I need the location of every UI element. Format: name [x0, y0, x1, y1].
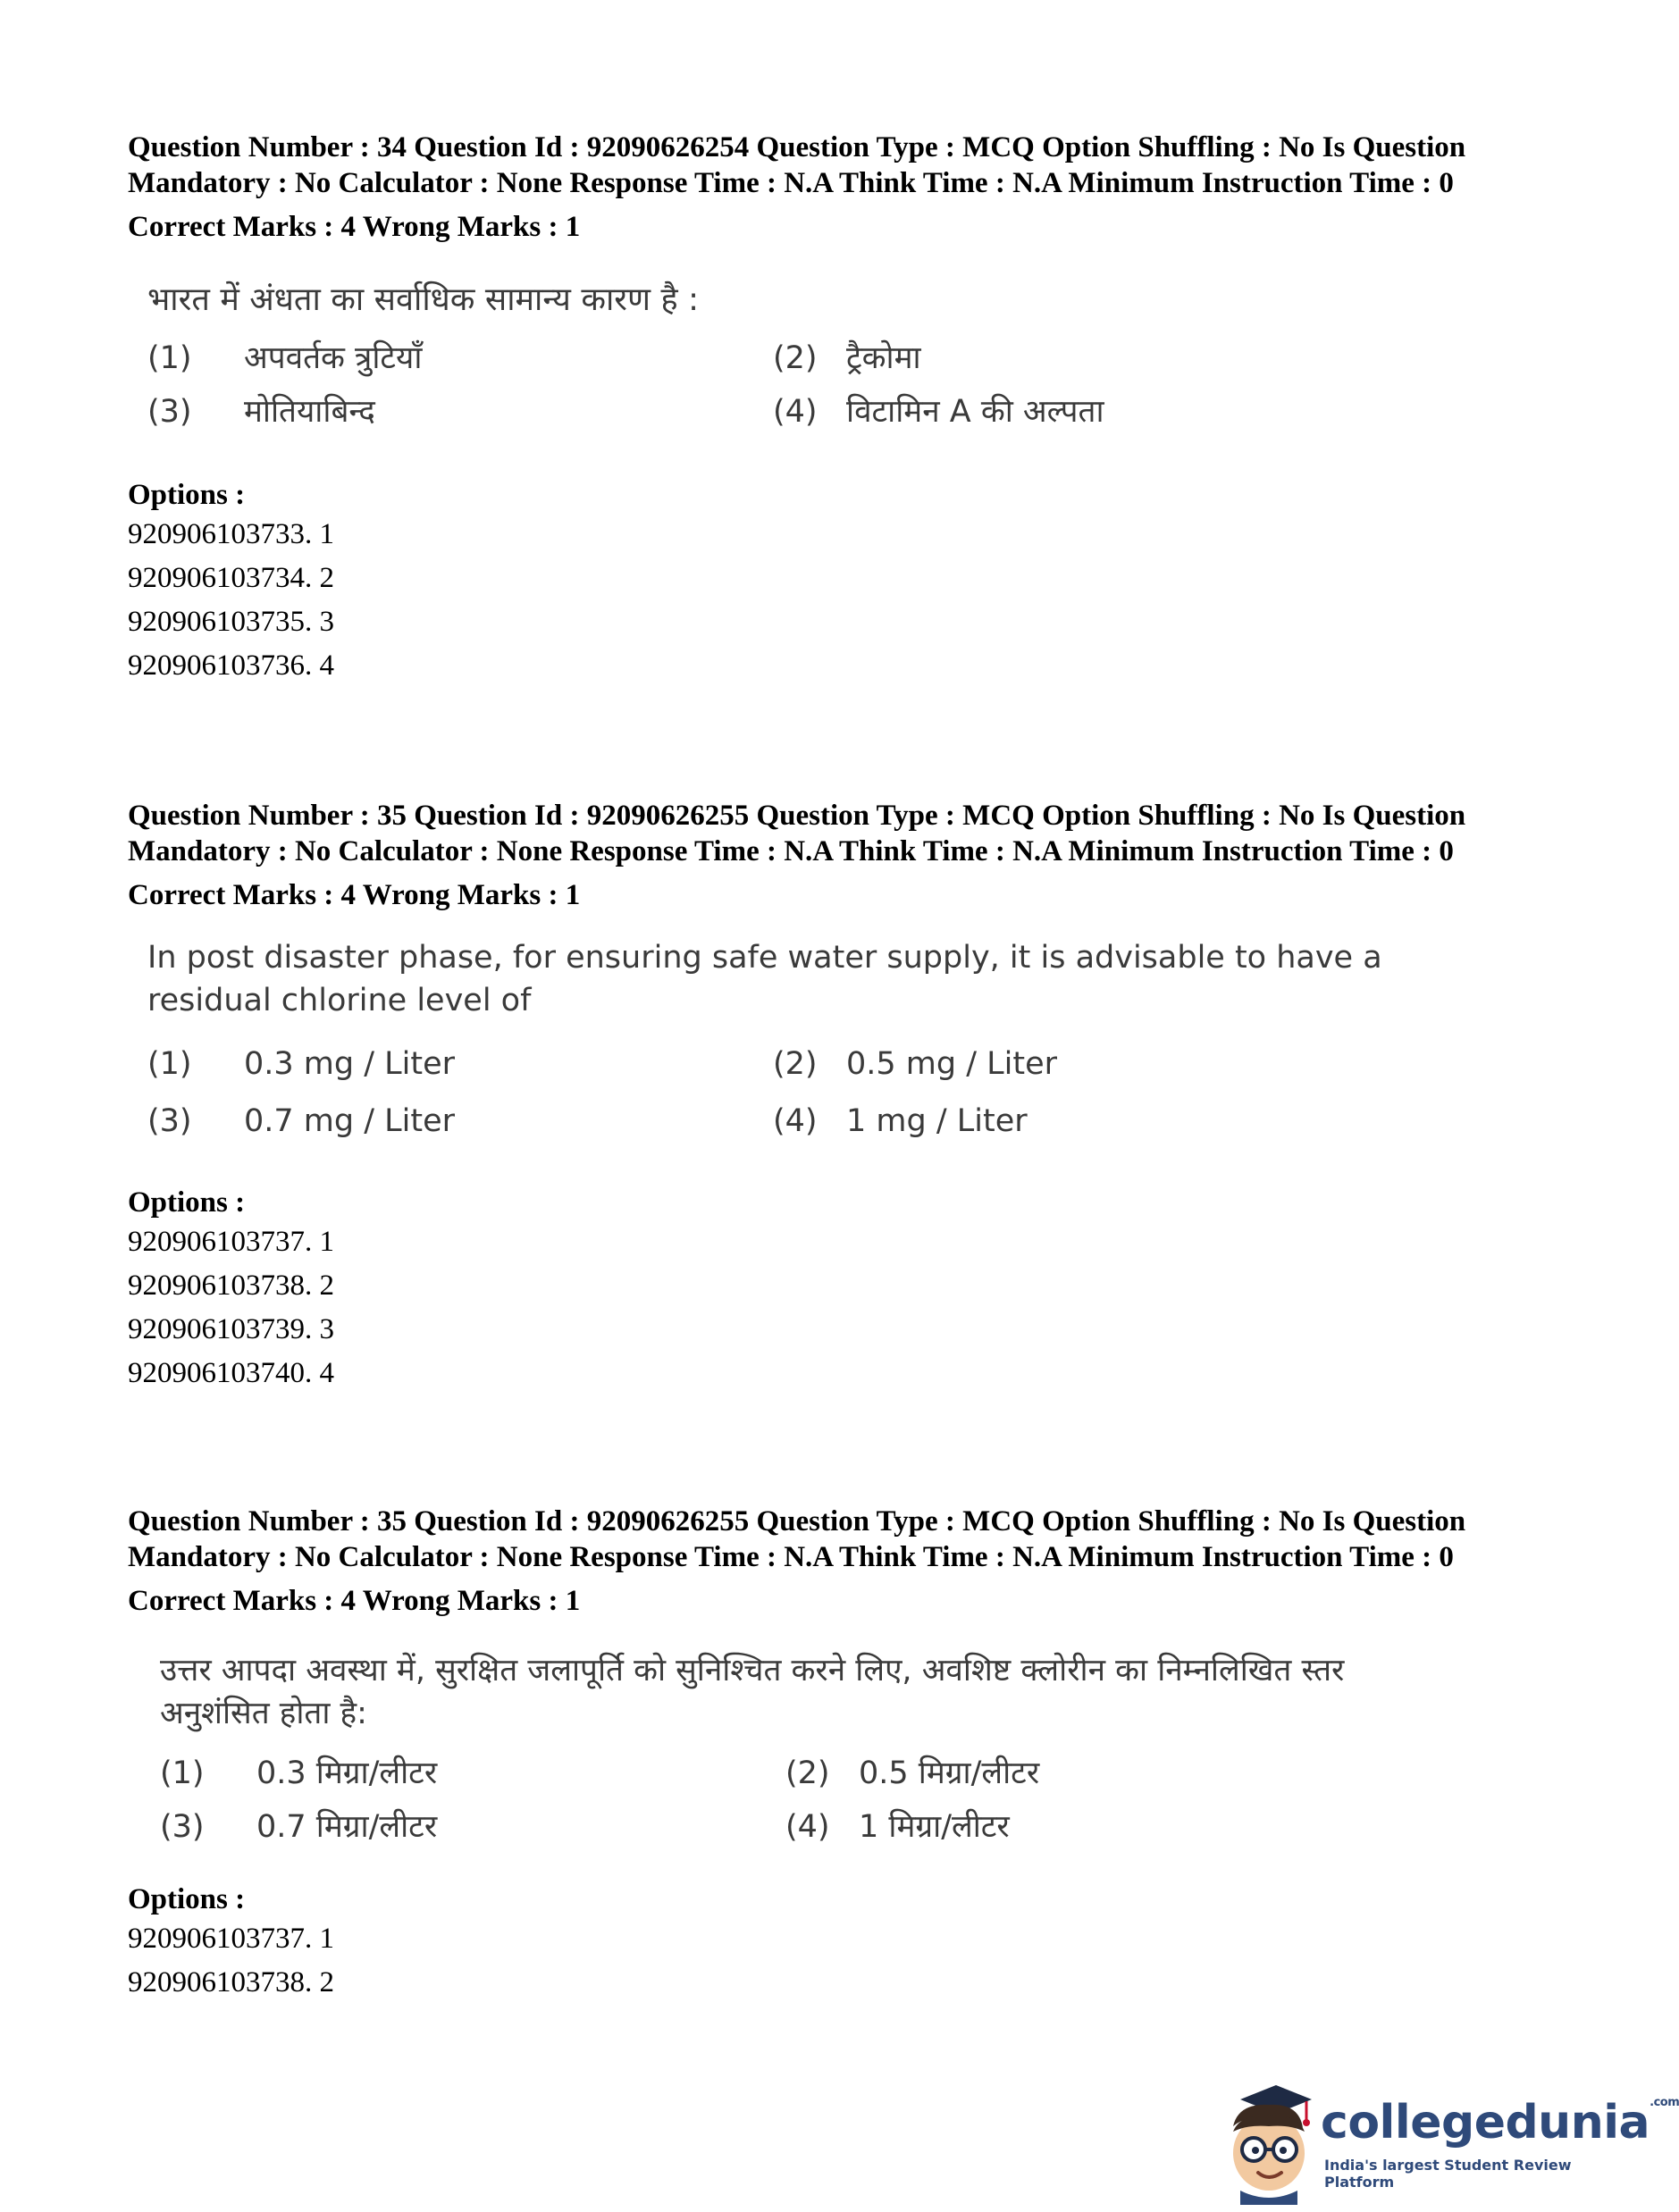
answer-choice-4	[773, 1101, 1398, 1142]
logo-wordmark	[1321, 2096, 1679, 2149]
question-content	[128, 1649, 1504, 1848]
choice-number: (4)	[785, 1809, 830, 1845]
option-item: 920906103737. 1	[128, 1226, 334, 1258]
answer-choice-4	[785, 1806, 1411, 1848]
choice-number: (3)	[160, 1809, 205, 1845]
choice-text: 0.3 mg / Liter	[244, 1046, 456, 1082]
choice-text: अपवर्तक त्रुटियाँ	[244, 340, 423, 376]
question-block-35-en	[128, 798, 1504, 1395]
answer-choice-1	[147, 338, 773, 379]
choice-text: 0.7 मिग्रा/लीटर	[256, 1809, 438, 1845]
options-title: Options :	[128, 1186, 246, 1219]
question-stem: उत्तर आपदा अवस्था में, सुरक्षित जलापूर्ति को सुनिश्चित करने लिए, अवशिष्ट क्लोरीन का निम्नलिखित स्तर अनुशंसित होता है:	[160, 1653, 1345, 1731]
choice-text: 0.5 mg / Liter	[846, 1046, 1058, 1082]
answer-choice-3	[160, 1806, 785, 1848]
options-list	[128, 477, 1504, 688]
logo-name: collegedunia	[1321, 2096, 1650, 2149]
question-meta: Question Number : 34 Question Id : 92090626254 Question Type : MCQ Option Shuffling : No Is Question Mandatory : No Calculator : None Response Time : N.A Think Time : N.A Minimum Instruction Time : 0	[128, 131, 1466, 199]
question-marks: Correct Marks : 4 Wrong Marks : 1	[128, 879, 581, 911]
options-title: Options :	[128, 1883, 246, 1915]
question-stem: In post disaster phase, for ensuring safe water supply, it is advisable to have a residual chlorine level of	[147, 940, 1382, 1018]
choice-text: 0.3 मिग्रा/लीटर	[256, 1755, 438, 1791]
question-marks: Correct Marks : 4 Wrong Marks : 1	[128, 1585, 581, 1617]
question-content	[128, 279, 1504, 432]
answer-choice-1	[160, 1753, 785, 1794]
question-meta: Question Number : 35 Question Id : 92090626255 Question Type : MCQ Option Shuffling : No Is Question Mandatory : No Calculator : None Response Time : N.A Think Time : N.A Minimum Instruction Time : 0	[128, 800, 1466, 867]
student-mascot-icon	[1213, 2080, 1321, 2205]
answer-choices	[128, 1043, 1504, 1142]
options-title: Options :	[128, 479, 246, 511]
option-item: 920906103734. 2	[128, 562, 334, 594]
choice-number: (1)	[160, 1755, 205, 1791]
option-item: 920906103738. 2	[128, 1269, 334, 1302]
choice-number: (4)	[773, 394, 818, 430]
question-block-35-hi	[128, 1504, 1504, 2005]
choice-text: विटामिन A की अल्पता	[846, 394, 1104, 430]
option-item: 920906103737. 1	[128, 1923, 334, 1955]
answer-choice-2	[785, 1753, 1411, 1794]
choice-number: (2)	[785, 1755, 830, 1791]
question-block-34	[128, 130, 1504, 688]
collegedunia-logo	[1213, 2080, 1679, 2205]
option-item: 920906103733. 1	[128, 518, 334, 550]
choice-number: (3)	[147, 1103, 192, 1139]
answer-choice-3	[147, 1101, 773, 1142]
choice-text: 0.7 mg / Liter	[244, 1103, 456, 1139]
options-list	[128, 1185, 1504, 1395]
choice-number: (4)	[773, 1103, 818, 1139]
choice-number: (1)	[147, 340, 192, 376]
answer-choice-3	[147, 391, 773, 432]
question-marks: Correct Marks : 4 Wrong Marks : 1	[128, 211, 581, 243]
logo-tagline: India's largest Student Review Platform	[1324, 2157, 1572, 2191]
answer-choices	[128, 338, 1504, 432]
option-item: 920906103738. 2	[128, 1966, 334, 1998]
option-item: 920906103739. 3	[128, 1313, 334, 1345]
options-list	[128, 1881, 1504, 2005]
choice-number: (1)	[147, 1046, 192, 1082]
answer-choice-2	[773, 338, 1398, 379]
choice-number: (2)	[773, 1046, 818, 1082]
answer-choices	[140, 1753, 1504, 1848]
choice-text: 1 मिग्रा/लीटर	[859, 1809, 1010, 1845]
question-meta: Question Number : 35 Question Id : 92090626255 Question Type : MCQ Option Shuffling : No Is Question Mandatory : No Calculator : None Response Time : N.A Think Time : N.A Minimum Instruction Time : 0	[128, 1505, 1466, 1573]
choice-text: ट्रैकोमा	[846, 340, 921, 376]
logo-suffix: .com	[1650, 2096, 1679, 2109]
choice-text: मोतियाबिन्द	[244, 394, 375, 430]
choice-text: 1 mg / Liter	[846, 1103, 1028, 1139]
choice-number: (3)	[147, 394, 192, 430]
option-item: 920906103736. 4	[128, 649, 334, 682]
answer-choice-4	[773, 391, 1398, 432]
question-content	[128, 936, 1504, 1142]
answer-choice-1	[147, 1043, 773, 1085]
option-item: 920906103735. 3	[128, 606, 334, 638]
option-item: 920906103740. 4	[128, 1357, 334, 1389]
choice-number: (2)	[773, 340, 818, 376]
choice-text: 0.5 मिग्रा/लीटर	[859, 1755, 1040, 1791]
question-stem: भारत में अंधता का सर्वाधिक सामान्य कारण है :	[147, 281, 700, 318]
answer-choice-2	[773, 1043, 1398, 1085]
